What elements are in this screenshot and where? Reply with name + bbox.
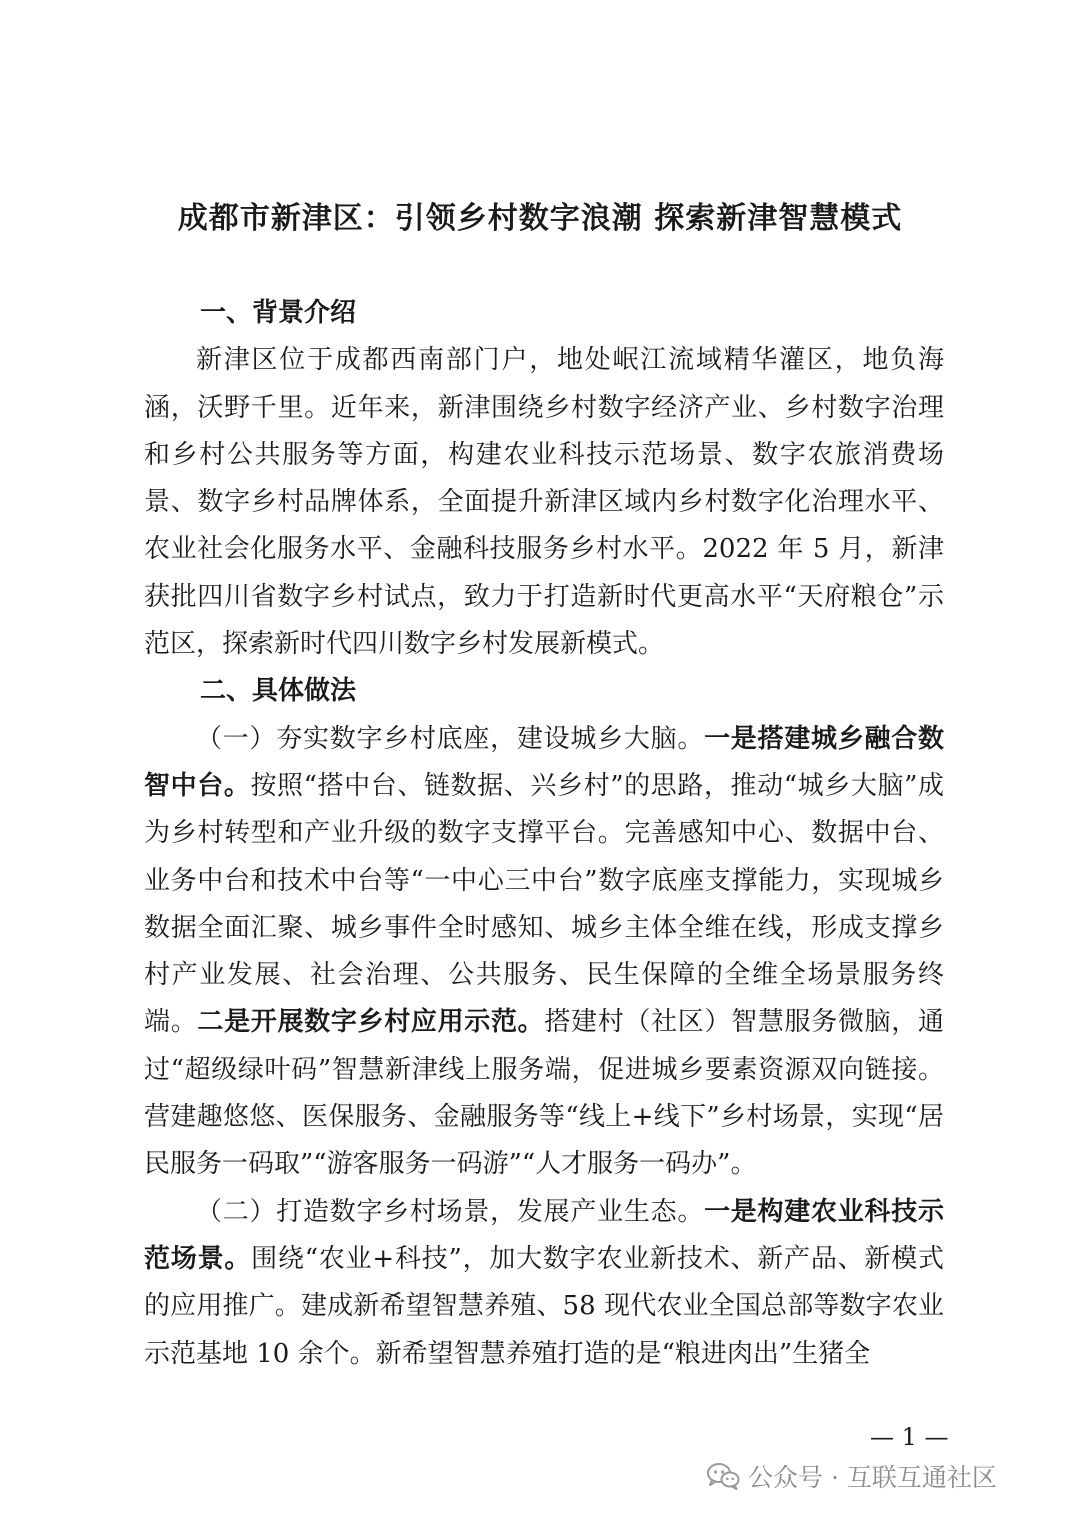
background-paragraph: 新津区位于成都西南部门户，地处岷江流域精华灌区，地负海涵，沃野千里。近年来，新津围绕乡村数字经济产业、乡村数字治理和乡村公共服务等方面，构建农业科技示范场景、数字农旅消费场景、数字乡村品牌体系，全面提升新津区域内乡村数字化治理水平、农业社会化服务水平、金融科技服务乡村水平。2022 年 5 月，新津获批四川省数字乡村试点，致力于打造新时代更高水平“天府粮仓”示范区，探索新时代四川数字乡村发展新模式。 [144,345,944,660]
practice-item-1-lead: （一）夯实数字乡村底座，建设城乡大脑。 [196,723,705,754]
section-heading-background: 一、背景介绍 [200,298,357,328]
document-body [144,290,944,1378]
practice-item-2 [144,1189,944,1378]
page-number: — 1 — [870,1423,949,1451]
wechat-watermark [706,1456,997,1496]
practice-item-2-lead: （二）打造数字乡村场景，发展产业生态。 [196,1196,705,1227]
practice-item-2-point1-text: 围绕“农业+科技”，加大数字农业新技术、新产品、新模式的应用推广。建成新希望智慧养殖、58 现代农业全国总部等数字农业示范基地 10 余个。新希望智慧养殖打造的是“粮进肉出”生猪全 [144,1243,944,1369]
practice-item-1-point2-label: 二是开展数字乡村应用示范。 [197,1007,545,1038]
practice-item-1-point2-text: 搭建村（社区）智慧服务微脑，通过“超级绿叶码”智慧新津线上服务端，促进城乡要素资源双向链接。营建趣悠悠、医保服务、金融服务等“线上+线下”乡村场景，实现“居民服务一码取”“游客服务一码游”“人才服务一码办”。 [144,1007,944,1180]
practice-item-1-point1-label: 一是搭建城乡融合数智中台。 [144,723,944,801]
practice-item-2-point1-label: 一是构建农业科技示范场景。 [144,1196,944,1274]
practice-item-1-point1-text: 按照“搭中台、链数据、兴乡村”的思路，推动“城乡大脑”成为乡村转型和产业升级的数字支撑平台。完善感知中心、数据中台、业务中台和技术中台等“一中心三中台”数字底座支撑能力，实现城乡数据全面汇聚、城乡事件全时感知、城乡主体全维在线，形成支撑乡村产业发展、社会治理、公共服务、民生保障的全维全场景服务终端。 [144,770,944,1038]
wechat-icon [706,1462,740,1490]
section-heading-practices: 二、具体做法 [200,676,357,707]
practice-item-1 [144,716,944,1189]
watermark-text: 公众号 · 互联互通社区 [748,1463,997,1492]
document-title: 成都市新津区：引领乡村数字浪潮 探索新津智慧模式 [177,201,903,236]
